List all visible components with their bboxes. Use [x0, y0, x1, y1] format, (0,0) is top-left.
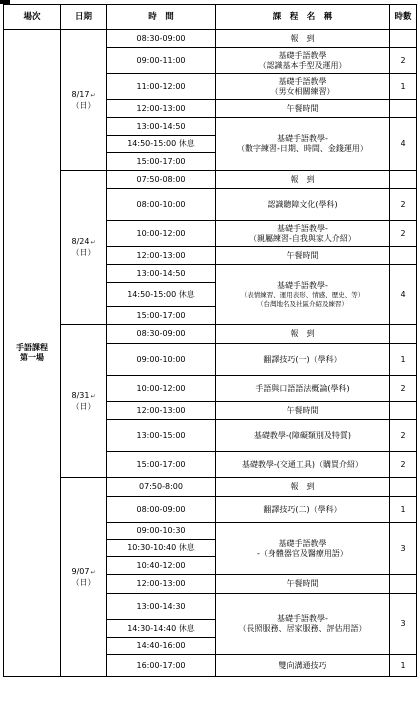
- time-cell: 14:40-16:00: [107, 638, 216, 655]
- table-row: [4, 325, 417, 344]
- course-cell: [216, 221, 390, 247]
- course-line: 午餐時間: [286, 579, 319, 588]
- weekday-text: （日）: [71, 248, 96, 257]
- session-name-line: 第一場: [20, 353, 44, 362]
- time-cell: 14:30-14:40 休息: [107, 620, 216, 638]
- hours-cell: 1: [390, 344, 417, 376]
- return-mark: ↵: [90, 239, 96, 246]
- course-line: （男女相關練習）: [270, 86, 335, 96]
- hours-cell: [390, 171, 417, 189]
- course-line: （認識基本手型及運用）: [258, 60, 347, 70]
- time-cell: 15:00-17:00: [107, 153, 216, 171]
- time-cell: 12:00-13:00: [107, 247, 216, 265]
- course-line: 午餐時間: [286, 103, 319, 113]
- weekday-text: （日）: [71, 577, 96, 587]
- return-mark: ↵: [90, 91, 96, 99]
- hours-cell: [390, 100, 417, 118]
- course-line: 報 到: [290, 482, 315, 491]
- course-line: 雙向溝通技巧: [278, 660, 327, 670]
- course-cell: [216, 523, 390, 575]
- course-cell: [216, 344, 390, 376]
- course-cell: [216, 594, 390, 655]
- course-line: 基礎教學-(交通工具)（購買介紹）: [241, 459, 364, 469]
- course-cell: [216, 171, 390, 189]
- course-cell: [216, 376, 390, 402]
- hours-cell: 2: [390, 221, 417, 247]
- time-cell: 10:40-12:00: [107, 557, 216, 575]
- time-cell: 09:00-11:00: [107, 48, 216, 74]
- time-cell: 10:30-10:40 休息: [107, 540, 216, 557]
- time-cell: 14:50-15:00 休息: [107, 136, 216, 153]
- course-cell: [216, 325, 390, 344]
- course-cell: [216, 575, 390, 594]
- time-cell: 07:50-8:00: [107, 478, 216, 497]
- time-cell: 14:50-15:00 休息: [107, 283, 216, 307]
- hours-cell: [390, 30, 417, 48]
- time-cell: 09:00-10:00: [107, 344, 216, 376]
- header-row: [4, 5, 417, 30]
- hours-cell: 4: [390, 265, 417, 325]
- course-line: （表情練習、運用表形、情感、歷史、等）: [240, 290, 365, 299]
- date-cell: [61, 325, 107, 478]
- course-line: 報 到: [290, 174, 315, 184]
- course-cell: [216, 655, 390, 677]
- course-line: 報 到: [290, 33, 315, 43]
- time-cell: 15:00-17:00: [107, 452, 216, 478]
- hours-cell: 1: [390, 655, 417, 677]
- course-cell: [216, 420, 390, 452]
- course-line: （數字練習-日期、時間、金錢運用）: [237, 144, 368, 153]
- course-line: 認識聽障文化(學科): [267, 199, 338, 209]
- hours-cell: [390, 247, 417, 265]
- course-line: 報 到: [290, 329, 315, 338]
- time-cell: 12:00-13:00: [107, 402, 216, 420]
- course-line: （長照服務、居家服務、評估用語）: [238, 624, 367, 633]
- date-cell: [61, 478, 107, 677]
- time-cell: 09:00-10:30: [107, 523, 216, 540]
- hours-cell: [390, 402, 417, 420]
- date-cell: [61, 171, 107, 325]
- hours-cell: 4: [390, 118, 417, 171]
- time-cell: 08:00-10:00: [107, 189, 216, 221]
- course-line: （親屬練習-自我與家人介紹）: [249, 233, 356, 243]
- date-text: 8/17↵: [71, 89, 96, 99]
- schedule-table: [3, 4, 417, 677]
- hours-cell: 2: [390, 48, 417, 74]
- header-time: 時 間: [107, 5, 216, 30]
- time-cell: 08:30-09:00: [107, 325, 216, 344]
- course-cell: [216, 30, 390, 48]
- time-cell: 13:00-14:50: [107, 118, 216, 136]
- course-line: 基礎手語教學: [278, 538, 327, 548]
- hours-cell: [390, 325, 417, 344]
- course-cell: [216, 100, 390, 118]
- course-line: 基礎手語教學-: [277, 223, 328, 233]
- hours-cell: 3: [390, 594, 417, 655]
- course-cell: [216, 265, 390, 325]
- hours-cell: [390, 575, 417, 594]
- course-line: 基礎手語教學-: [277, 134, 328, 143]
- table-row: [4, 171, 417, 189]
- hours-cell: 2: [390, 189, 417, 221]
- course-line: 基礎手語教學-: [277, 280, 328, 290]
- header-hours: 時數: [390, 5, 417, 30]
- date-text: 9/07↵: [71, 566, 96, 576]
- time-cell: 10:00-12:00: [107, 376, 216, 402]
- hours-cell: 3: [390, 523, 417, 575]
- course-line: 手語與口語語法概論(學科): [255, 383, 350, 393]
- hours-cell: 1: [390, 497, 417, 523]
- course-cell: [216, 48, 390, 74]
- date-text: 8/24↵: [71, 237, 96, 246]
- hours-cell: [390, 478, 417, 497]
- course-line: 基礎手語教學-: [277, 614, 328, 623]
- course-cell: [216, 452, 390, 478]
- time-cell: 12:00-13:00: [107, 100, 216, 118]
- time-cell: 13:00-14:30: [107, 594, 216, 620]
- course-cell: [216, 497, 390, 523]
- course-line: （台灣地名及社區介紹及練習）: [257, 299, 348, 308]
- date-text: 8/31↵: [71, 390, 96, 400]
- course-cell: [216, 247, 390, 265]
- hours-cell: 1: [390, 74, 417, 100]
- course-line: 基礎教學-(障礙類別及特質): [253, 430, 352, 440]
- header-course: 課 程 名 稱: [216, 5, 390, 30]
- time-cell: 13:00-15:00: [107, 420, 216, 452]
- course-line: 基礎手語教學: [278, 76, 327, 86]
- hours-cell: 2: [390, 452, 417, 478]
- return-mark: ↵: [90, 568, 96, 576]
- weekday-text: （日）: [71, 100, 96, 110]
- time-cell: 08:00-09:00: [107, 497, 216, 523]
- course-cell: [216, 74, 390, 100]
- course-line: -（身體器官及醫療用語）: [257, 548, 348, 558]
- header-session: 場次: [4, 5, 61, 30]
- table-row: [4, 30, 417, 48]
- table-row: [4, 478, 417, 497]
- session-name-line: 手語課程: [16, 343, 48, 352]
- schedule-body: [4, 30, 417, 677]
- time-cell: 11:00-12:00: [107, 74, 216, 100]
- time-cell: 10:00-12:00: [107, 221, 216, 247]
- time-cell: 12:00-13:00: [107, 575, 216, 594]
- time-cell: 13:00-14:50: [107, 265, 216, 283]
- time-cell: 07:50-08:00: [107, 171, 216, 189]
- course-line: 翻譯技巧(二)（學科）: [263, 504, 342, 514]
- course-cell: [216, 402, 390, 420]
- course-cell: [216, 478, 390, 497]
- date-cell: [61, 30, 107, 171]
- hours-cell: 2: [390, 376, 417, 402]
- hours-cell: 2: [390, 420, 417, 452]
- time-cell: 16:00-17:00: [107, 655, 216, 677]
- course-line: 基礎手語教學: [278, 50, 327, 60]
- course-line: 翻譯技巧(一)（學科）: [263, 354, 342, 364]
- course-cell: [216, 118, 390, 171]
- header-date: 日期: [61, 5, 107, 30]
- course-line: 午餐時間: [286, 405, 319, 415]
- return-mark: ↵: [90, 392, 96, 400]
- session-cell: [4, 30, 61, 677]
- course-cell: [216, 189, 390, 221]
- weekday-text: （日）: [71, 401, 96, 411]
- course-line: 午餐時間: [286, 250, 319, 260]
- time-cell: 15:00-17:00: [107, 307, 216, 325]
- time-cell: 08:30-09:00: [107, 30, 216, 48]
